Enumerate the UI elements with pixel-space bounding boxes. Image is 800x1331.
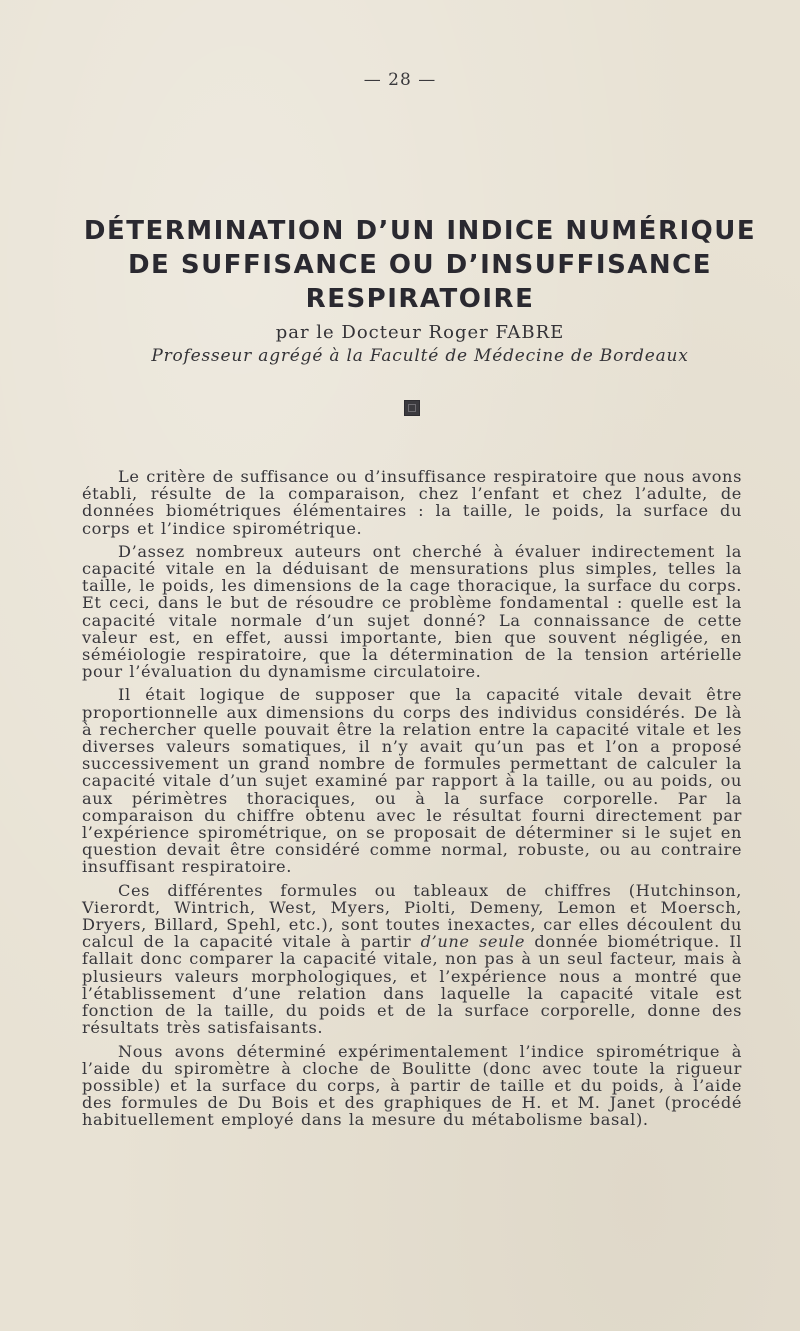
page-number: — 28 — xyxy=(363,70,437,90)
author-line: par le Docteur Roger FABRE xyxy=(275,322,565,343)
article-title xyxy=(60,214,780,316)
paragraph-5: Nous avons déterminé expérimentalement l’indice spirométrique à l’aide du spiromètre à cloche de Boulitte (donc avec toute la rigueur possible) et la surface du corps, à partir de taille et du poids, à l’aide des formules de Du Bois et des graphiques de H. et M. Janet (procédé habituellement employé dans la mesure du métabolisme basal). xyxy=(82,1041,742,1130)
author-affiliation: Professeur agrégé à la Faculté de Médecine de Bordeaux xyxy=(151,346,689,366)
paragraph-4 xyxy=(82,882,742,1037)
paragraph-1: Le critère de suffisance ou d’insuffisance respiratoire que nous avons établi, résulte de la comparaison, chez l’enfant et chez l’adulte, de données biométriques élémentaires : la taille, le poids, la surface du corps et l’indice spirométrique. xyxy=(82,467,742,538)
paragraph-3: Il était logique de supposer que la capacité vitale devait être proportionnelle aux dimensions du corps des individus considérés. De là à rechercher quelle pouvait être la relation entre la capacité vitale et les diverses valeurs somatiques, il n’y avait qu’un pas et l’on a proposé successivement un grand nombre de formules permettant de calculer la capacité vitale d’un sujet examiné par rapport à la taille, ou au poids, ou aux périmètres thoraciques, ou à la surface corporelle. Par la comparaison du chiffre obtenu avec le résultat fourni directement par l’expérience spirométrique, on se proposait de déterminer si le sujet en question devait être considéré comme normal, robuste, ou au contraire insuffisant respiratoire. xyxy=(82,685,742,877)
ornament-square-icon xyxy=(404,400,420,416)
article-body xyxy=(82,468,742,1135)
paragraph-4-emphasis: d’une seule xyxy=(420,932,526,952)
paragraph-4-after: donnée biométrique. Il fallait donc comparer la capacité vitale, non pas à un seul facteur, mais à plusieurs valeurs morphologiques, et l’expérience nous a montré que l’établissement d’une relation dans laquelle la capacité vitale est fonction de la taille, du poids et de la surface corporelle, donne des résultats très satisfaisants. xyxy=(82,932,742,1038)
paragraph-4-before: Ces différentes formules ou tableaux de chiffres (Hutchinson, Vierordt, Wintrich, West, Myers, Piolti, Demeny, Lemon et Moersch, Dryers, Billard, Spehl, etc.), sont toutes inexactes, car elles découlent du calcul de la capacité vitale à partir xyxy=(82,880,742,952)
title-line-1: DÉTERMINATION D’UN INDICE NUMÉRIQUE xyxy=(83,216,757,246)
title-line-2: DE SUFFISANCE OU D’INSUFFISANCE xyxy=(127,250,713,280)
title-line-3: RESPIRATOIRE xyxy=(305,284,535,314)
paragraph-2: D’assez nombreux auteurs ont cherché à évaluer indirectement la capacité vitale en la déduisant de mensurations plus simples, telles la taille, le poids, les dimensions de la cage thoracique, la surface du corps. Et ceci, dans le but de résoudre ce problème fondamental : quelle est la capacité vitale normale d’un sujet donné? La connaissance de cette valeur est, en effet, aussi importante, bien que souvent négligée, en séméiologie respiratoire, que la détermination de la tension artérielle pour l’évaluation du dynamisme circulatoire. xyxy=(82,541,742,682)
